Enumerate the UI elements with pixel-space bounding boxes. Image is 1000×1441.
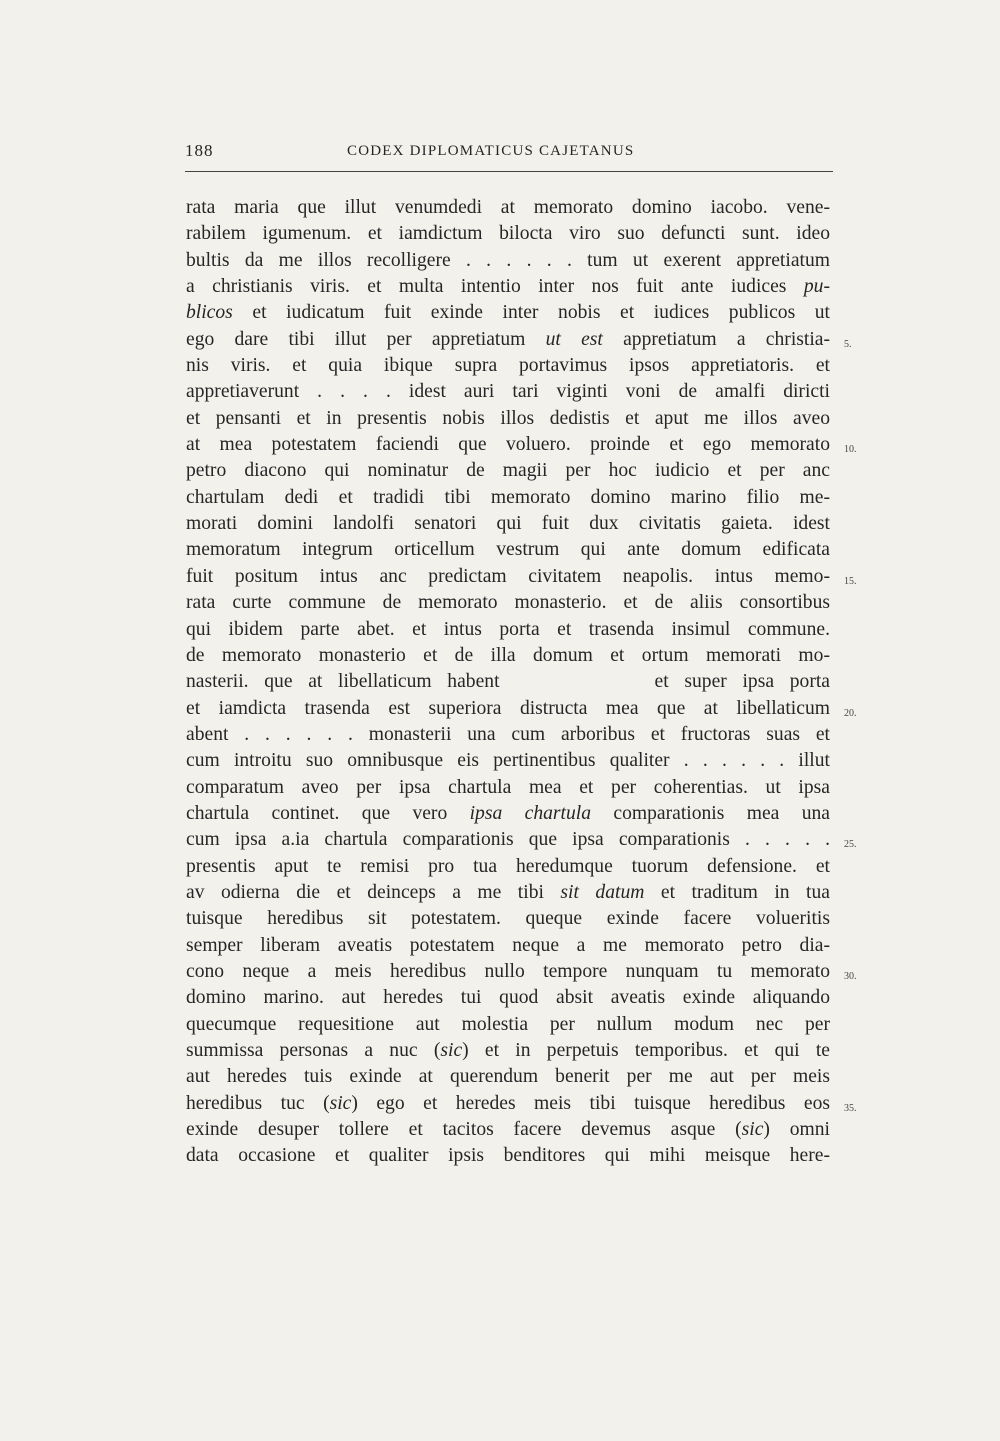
text-line bbox=[186, 722, 830, 748]
text-line bbox=[186, 669, 830, 695]
italic-segment: pu- bbox=[803, 276, 830, 298]
text-line bbox=[186, 511, 830, 537]
text-segment: appretiatum a christia- bbox=[602, 328, 830, 350]
line-number-marker: 20. bbox=[844, 707, 857, 719]
text-line bbox=[186, 696, 830, 722]
text-segment: morati domini landolfi senatori qui fuit dux civitatis gaieta. idest bbox=[186, 513, 830, 535]
text-line bbox=[186, 775, 830, 801]
text-segment: rata maria que illut venumdedi at memorato domino iacobo. vene- bbox=[186, 197, 830, 218]
text-segment: cum ipsa a.ia chartula comparationis que ipsa comparationis . . . . . bbox=[186, 829, 830, 851]
text-segment: et pensanti et in presentis nobis illos dedistis et aput me illos aveo bbox=[186, 407, 830, 429]
text-segment: et iudicatum fuit exinde inter nobis et iudices publicos ut bbox=[232, 302, 830, 324]
text-line bbox=[186, 458, 830, 484]
body-text bbox=[186, 195, 830, 1170]
text-line bbox=[186, 300, 830, 326]
text-line bbox=[186, 1064, 830, 1090]
line-number-marker: 10. bbox=[844, 444, 857, 456]
text-segment: ego dare tibi illut per appretiatum bbox=[186, 328, 546, 350]
text-line bbox=[186, 854, 830, 880]
text-segment: aut heredes tuis exinde at querendum benerit per me aut per meis bbox=[186, 1066, 830, 1088]
text-segment: chartulam dedi et tradidi tibi memorato domino marino filio me- bbox=[186, 486, 830, 508]
text-line bbox=[186, 406, 830, 432]
text-line bbox=[186, 1038, 830, 1064]
running-title: CODEX DIPLOMATICUS CAJETANUS bbox=[347, 143, 635, 159]
text-line bbox=[186, 485, 830, 511]
text-line bbox=[186, 195, 830, 221]
text-segment: data occasione et qualiter ipsis benditores qui mihi meisque here- bbox=[186, 1145, 830, 1167]
text-segment: ) et in perpetuis temporibus. et qui te bbox=[462, 1040, 830, 1061]
text-segment: memoratum integrum orticellum vestrum qui ante domum edificata bbox=[186, 539, 830, 561]
text-segment: bultis da me illos recolligere . . . . . . tum ut exerent appretiatum bbox=[186, 249, 830, 271]
line-number-marker: 5. bbox=[844, 338, 852, 350]
italic-segment: ipsa chartula bbox=[469, 802, 592, 824]
text-line bbox=[186, 379, 830, 405]
text-segment: rata curte commune de memorato monasterio. et de aliis consortibus bbox=[186, 592, 830, 614]
text-segment: av odierna die et deinceps a me tibi bbox=[186, 881, 561, 903]
text-line bbox=[186, 564, 830, 590]
text-line bbox=[186, 353, 830, 379]
line-number-marker: 15. bbox=[844, 575, 857, 587]
text-segment: tuisque heredibus sit potestatem. queque exinde facere volueritis bbox=[186, 908, 830, 930]
text-line bbox=[186, 827, 830, 853]
text-line bbox=[186, 933, 830, 959]
text-segment: exinde desuper tollere et tacitos facere devemus asque ( bbox=[186, 1119, 742, 1141]
text-line bbox=[186, 537, 830, 563]
line-number-marker: 35. bbox=[844, 1102, 857, 1114]
italic-segment: ut est bbox=[545, 328, 603, 350]
text-segment: rabilem igumenum. et iamdictum bilocta viro suo defuncti sunt. ideo bbox=[186, 223, 830, 245]
text-segment: at mea potestatem faciendi que voluero. proinde et ego memorato bbox=[186, 434, 830, 456]
text-line bbox=[186, 327, 830, 353]
text-line bbox=[186, 1012, 830, 1038]
text-line bbox=[186, 1143, 830, 1169]
text-line bbox=[186, 248, 830, 274]
text-segment: abent . . . . . . monasterii una cum arboribus et fructoras suas et bbox=[186, 723, 830, 745]
text-segment: comparatum aveo per ipsa chartula mea et per coherentias. ut ipsa bbox=[186, 776, 830, 798]
text-segment: et iamdicta trasenda est superiora distructa mea que at libellaticum bbox=[186, 697, 830, 719]
text-segment: fuit positum intus anc predictam civitatem neapolis. intus memo- bbox=[186, 565, 830, 587]
text-line bbox=[186, 432, 830, 458]
text-line bbox=[186, 906, 830, 932]
text-line bbox=[186, 880, 830, 906]
text-segment: nasterii. que at libellaticum habent bbox=[186, 671, 500, 693]
text-segment: presentis aput te remisi pro tua heredumque tuorum defensione. et bbox=[186, 855, 830, 877]
line-number-marker: 25. bbox=[844, 839, 857, 851]
text-segment: ) omni bbox=[763, 1119, 831, 1141]
italic-segment: sic bbox=[741, 1119, 764, 1141]
italic-segment: sic bbox=[440, 1040, 463, 1061]
text-segment: comparationis mea una bbox=[591, 802, 830, 824]
text-segment: domino marino. aut heredes tui quod absit aveatis exinde aliquando bbox=[186, 987, 830, 1009]
text-segment: qui ibidem parte abet. et intus porta et trasenda insimul commune. bbox=[186, 618, 830, 640]
text-segment: summissa personas a nuc ( bbox=[186, 1040, 441, 1061]
text-line bbox=[186, 959, 830, 985]
text-segment: ) ego et heredes meis tibi tuisque heredibus eos bbox=[351, 1092, 830, 1114]
text-line bbox=[186, 221, 830, 247]
text-segment: heredibus tuc ( bbox=[186, 1092, 330, 1114]
text-segment: de memorato monasterio et de illa domum et ortum memorati mo- bbox=[186, 644, 830, 666]
text-segment: et super ipsa porta bbox=[654, 671, 830, 693]
header-rule bbox=[185, 171, 833, 172]
text-line bbox=[186, 1117, 830, 1143]
text-segment: a christianis viris. et multa intentio inter nos fuit ante iudices bbox=[186, 276, 804, 298]
text-segment: cum introitu suo omnibusque eis pertinentibus qualiter . . . . . . illut bbox=[186, 750, 830, 772]
text-line bbox=[186, 1091, 830, 1117]
page-header bbox=[185, 141, 833, 169]
text-line bbox=[186, 801, 830, 827]
italic-segment: sic bbox=[329, 1092, 352, 1114]
text-segment: appretiaverunt . . . . idest auri tari viginti voni de amalfi diricti bbox=[186, 381, 830, 403]
text-line bbox=[186, 748, 830, 774]
text-line bbox=[186, 617, 830, 643]
text-segment: petro diacono qui nominatur de magii per hoc iudicio et per anc bbox=[186, 460, 830, 482]
italic-segment: blicos bbox=[186, 302, 233, 324]
line-number-marker: 30. bbox=[844, 971, 857, 983]
text-segment: nis viris. et quia ibique supra portavimus ipsos appretiatoris. et bbox=[186, 355, 830, 377]
text-line bbox=[186, 643, 830, 669]
text-segment: quecumque requesitione aut molestia per nullum modum nec per bbox=[186, 1013, 830, 1035]
text-segment: cono neque a meis heredibus nullo tempore nunquam tu memorato bbox=[186, 960, 830, 982]
page-number: 188 bbox=[185, 141, 214, 160]
italic-segment: sit datum bbox=[560, 881, 645, 903]
text-line bbox=[186, 274, 830, 300]
text-line bbox=[186, 590, 830, 616]
text-segment: chartula continet. que vero bbox=[186, 802, 470, 824]
text-segment: et traditum in tua bbox=[644, 881, 830, 903]
text-segment: semper liberam aveatis potestatem neque a me memorato petro dia- bbox=[186, 934, 830, 956]
text-line bbox=[186, 985, 830, 1011]
